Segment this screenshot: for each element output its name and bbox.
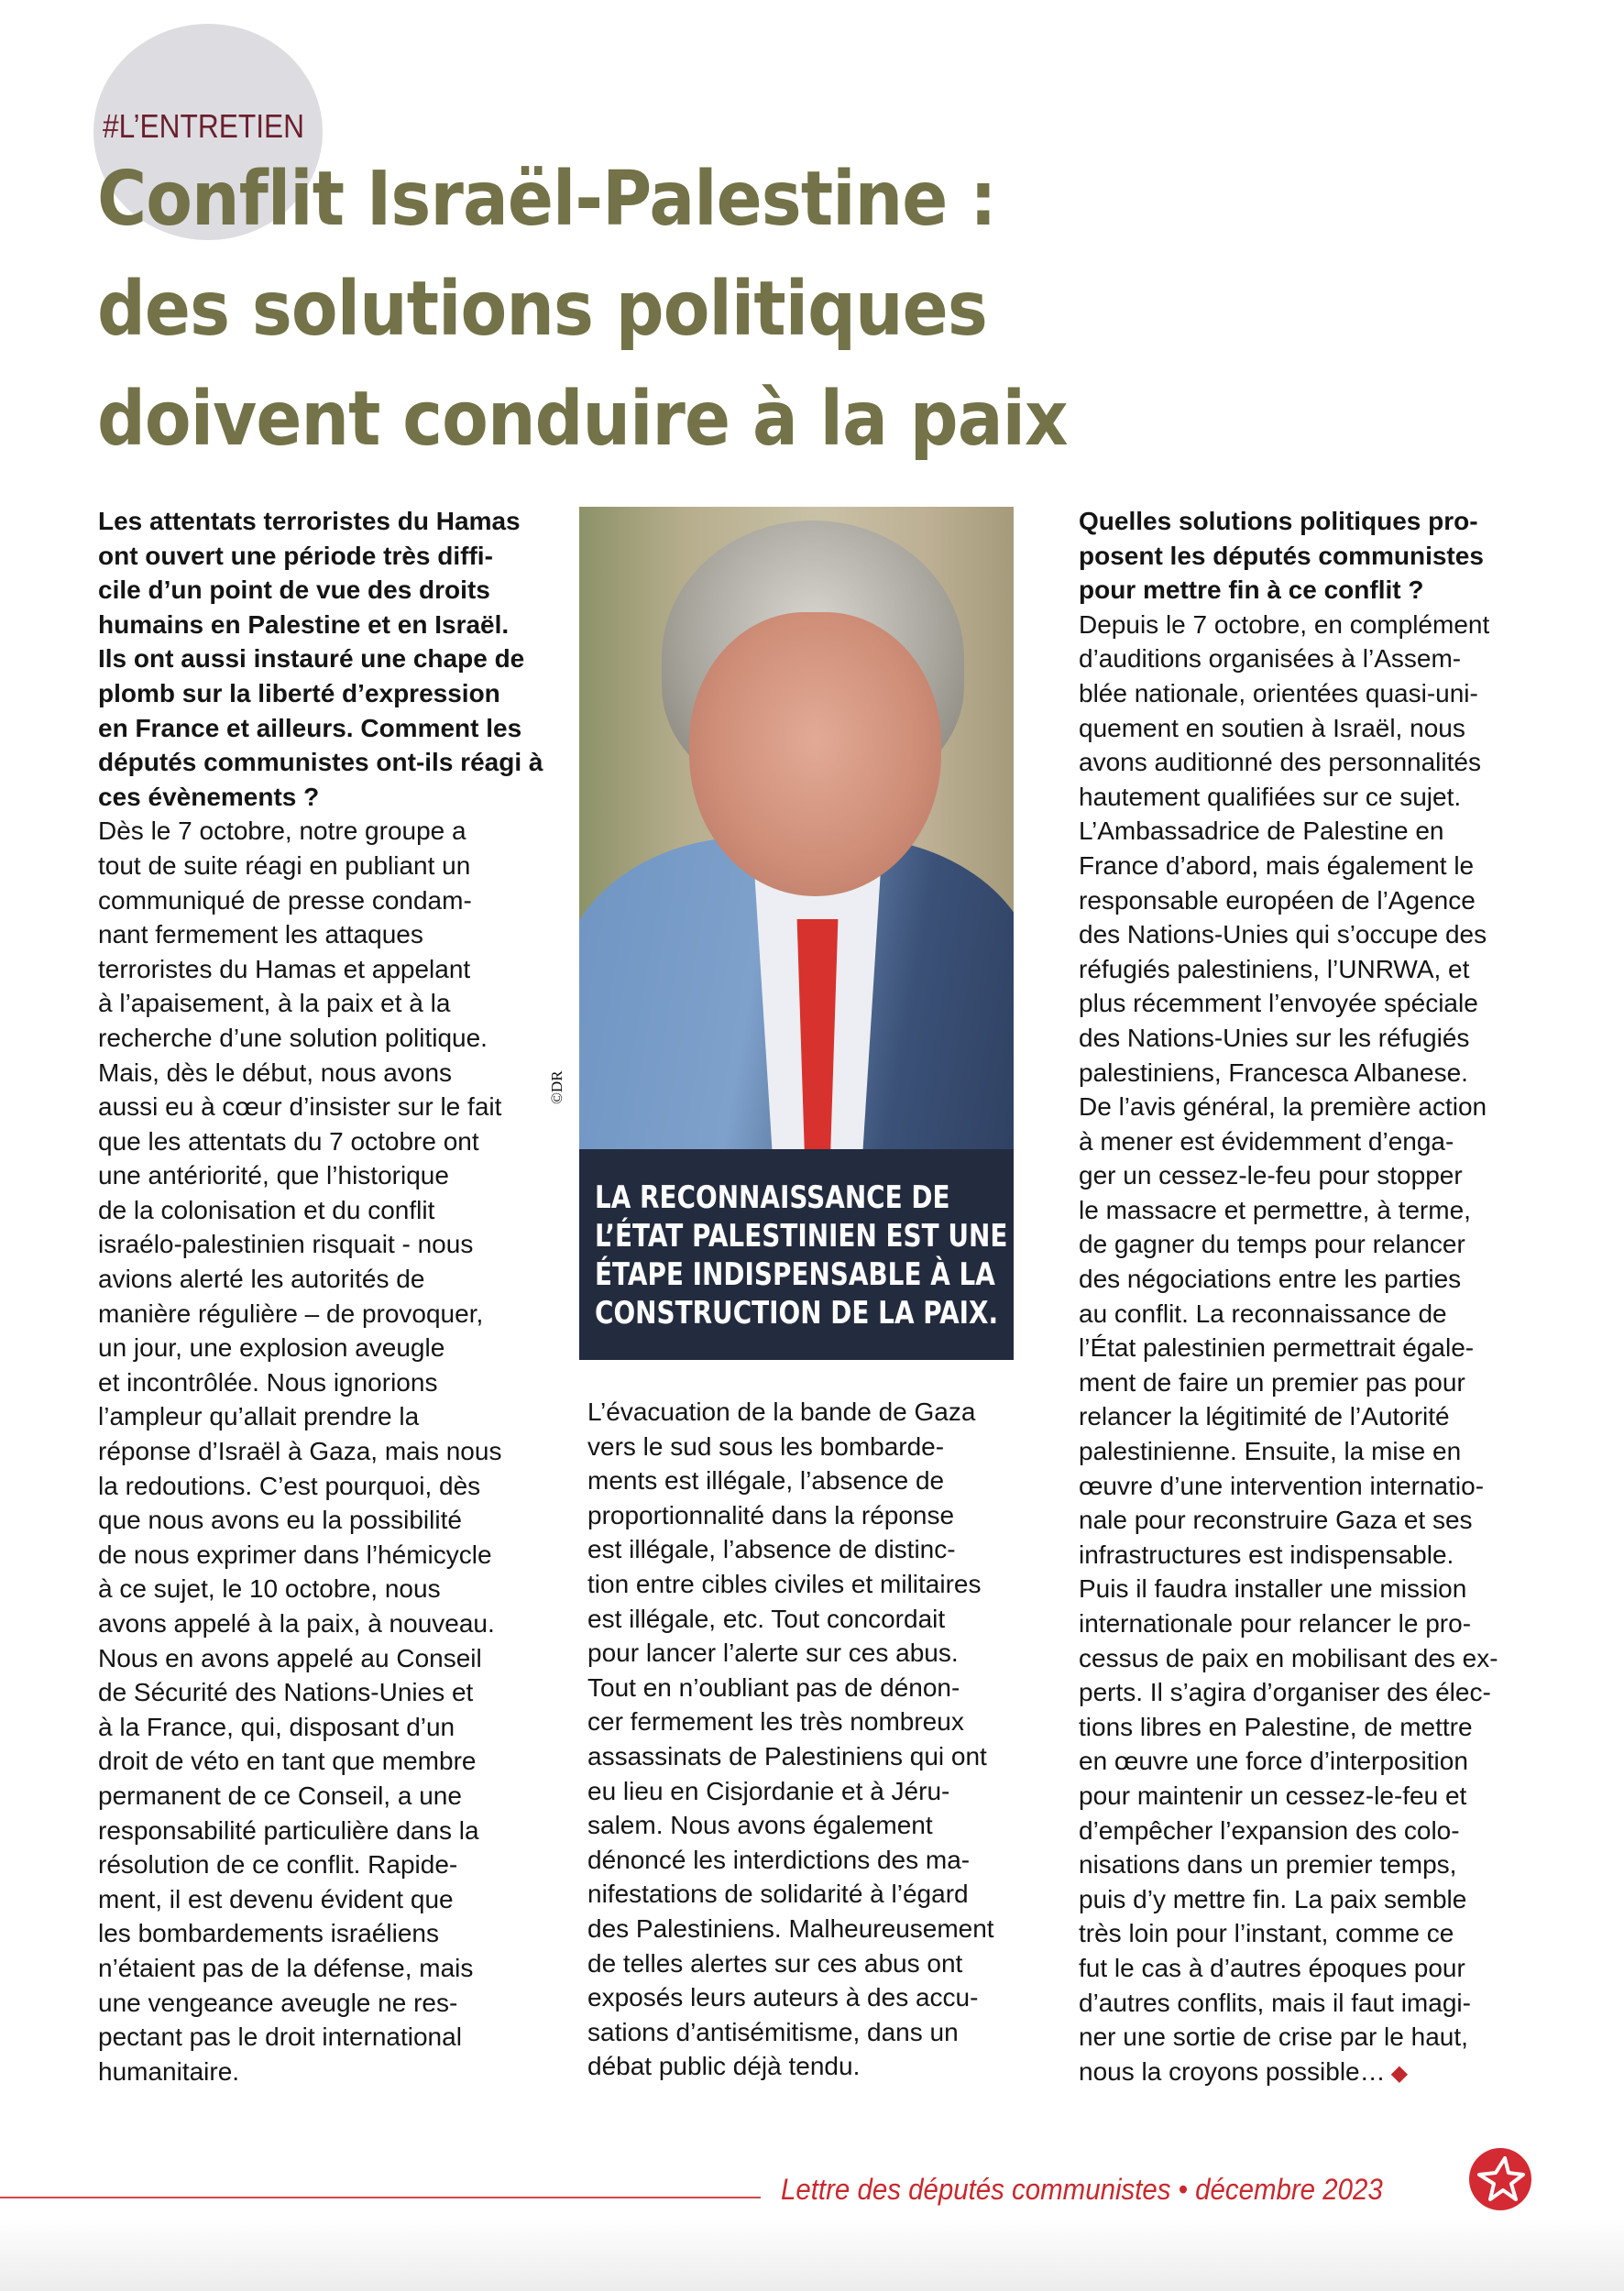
question-line: humains en Palestine et en Israël.	[98, 609, 510, 639]
body-line: dénoncé les interdictions des ma-	[587, 1845, 971, 1874]
question-line: députés communistes ont-ils réagi à	[98, 748, 543, 777]
body-line: israélo-palestinien risquait - nous	[98, 1230, 474, 1259]
body-line: responsabilité particulière dans la	[98, 1815, 479, 1845]
body-line: d’auditions organisées à l’Assem-	[1079, 644, 1462, 674]
body-line: d’autres conflits, mais il faut imagi-	[1079, 1988, 1471, 2017]
body-line: ger un cessez-le-feu pour stopper	[1079, 1161, 1463, 1190]
body-line: n’étaient pas de la défense, mais	[98, 1953, 474, 1982]
red-star-logo-icon	[1468, 2147, 1532, 2211]
body-line: Nous en avons appelé au Conseil	[98, 1643, 482, 1672]
body-line: pectant pas le droit international	[98, 2022, 462, 2052]
body-line: nisations dans un premier temps,	[1079, 1850, 1457, 1880]
body-line: Dès le 7 octobre, notre groupe a	[98, 817, 466, 846]
title-line: Conflit Israël-Palestine :	[97, 156, 996, 243]
body-line: une vengeance aveugle ne res-	[98, 1988, 458, 2017]
body-line: Depuis le 7 octobre, en complément	[1079, 609, 1490, 639]
photo-credit: ©DR	[548, 1070, 565, 1104]
photo-face	[689, 612, 941, 896]
body-line: à ce sujet, le 10 octobre, nous	[98, 1574, 441, 1604]
body-line: palestiniens, Francesca Albanese.	[1079, 1058, 1468, 1087]
body-line: manière régulière – de provoquer,	[98, 1299, 484, 1328]
column-middle	[587, 1395, 1027, 2084]
body-line: que nous avons eu la possibilité	[98, 1506, 462, 1535]
body-line: est illégale, etc. Tout concordait	[587, 1604, 946, 1633]
body-line: de telles alertes sur ces abus ont	[587, 1948, 963, 1978]
body-line: tout de suite réagi en publiant un	[98, 850, 471, 880]
body-line: et incontrôlée. Nous ignorions	[98, 1367, 438, 1397]
body-line: De l’avis général, la première action	[1079, 1092, 1487, 1122]
body-line: à l’apaisement, à la paix et à la	[98, 989, 451, 1018]
question-line: ont ouvert une période très diffi-	[98, 541, 493, 570]
pull-quote-line: CONSTRUCTION DE LA PAIX.	[595, 1295, 999, 1332]
question-line: ces évènements ?	[98, 782, 320, 811]
body-line: en œuvre une force d’interposition	[1079, 1747, 1468, 1776]
body-line: ment, il est devenu évident que	[98, 1884, 454, 1913]
body-line: le massacre et permettre, à terme,	[1079, 1195, 1471, 1224]
body-line: France d’abord, mais également le	[1079, 850, 1475, 880]
body-line: de Sécurité des Nations-Unies et	[98, 1678, 474, 1707]
question-line: Les attentats terroristes du Hamas	[98, 507, 521, 535]
body-line: avons appelé à la paix, à nouveau.	[98, 1609, 495, 1638]
section-kicker: #L’ENTRETIEN	[103, 107, 305, 145]
body-line: plus récemment l’envoyée spéciale	[1079, 989, 1478, 1018]
body-line: l’État palestinien permettrait égale-	[1079, 1333, 1475, 1363]
body-line: infrastructures est indispensable.	[1079, 1540, 1454, 1569]
end-of-article-diamond-icon: ◆	[1390, 2060, 1409, 2086]
body-line: recherche d’une solution politique.	[98, 1023, 488, 1052]
body-line: permanent de ce Conseil, a une	[98, 1781, 462, 1810]
body-line: nous la croyons possible… ◆	[1079, 2056, 1409, 2086]
body-line: de gagner du temps pour relancer	[1079, 1230, 1465, 1259]
body-line: blée nationale, orientées quasi-uni-	[1079, 678, 1478, 707]
body-line: une antériorité, que l’historique	[98, 1161, 449, 1190]
body-line: droit de véto en tant que membre	[98, 1747, 477, 1776]
body-line: salem. Nous avons également	[587, 1811, 933, 1840]
pull-quote-line: L’ÉTAT PALESTINIEN EST UNE	[595, 1218, 1008, 1255]
body-line: nale pour reconstruire Gaza et ses	[1079, 1506, 1473, 1535]
body-line: nifestations de solidarité à l’égard	[587, 1880, 969, 1909]
body-line: des Nations-Unies sur les réfugiés	[1079, 1023, 1470, 1052]
pull-quote-line: ÉTAPE INDISPENSABLE À LA	[595, 1256, 995, 1293]
body-line: pour lancer l’alerte sur ces abus.	[587, 1639, 959, 1668]
body-line: avions alerté les autorités de	[98, 1265, 425, 1294]
question-line: Quelles solutions politiques pro-	[1079, 507, 1478, 535]
body-line: sations d’antisémitisme, dans un	[587, 2017, 959, 2046]
body-line: réfugiés palestiniens, l’UNRWA, et	[1079, 954, 1470, 983]
body-line: débat public déjà tendu.	[587, 2052, 861, 2081]
body-line: communiqué de presse condam-	[98, 885, 472, 915]
body-line: l’ampleur qu’allait prendre la	[98, 1402, 420, 1431]
body-line: quement en soutien à Israël, nous	[1079, 713, 1465, 742]
body-line: avons auditionné des personnalités	[1079, 748, 1481, 777]
body-line: la redoutions. C’est pourquoi, dès	[98, 1471, 481, 1500]
body-line: perts. Il s’agira d’organiser des élec-	[1079, 1678, 1491, 1707]
body-line: L’Ambassadrice de Palestine en	[1079, 817, 1444, 846]
body-line: un jour, une explosion aveugle	[98, 1333, 445, 1363]
body-line: Tout en n’oubliant pas de dénon-	[587, 1672, 960, 1702]
body-line: aussi eu à cœur d’insister sur le fait	[98, 1092, 502, 1122]
question-line: Ils ont aussi instauré une chape de	[98, 644, 525, 674]
body-line: exposés leurs auteurs à des accu-	[587, 1983, 979, 2012]
body-line: responsable européen de l’Agence	[1079, 885, 1476, 915]
question-line: posent les députés communistes	[1079, 541, 1484, 570]
body-line: relancer la légitimité de l’Autorité	[1079, 1402, 1450, 1431]
body-line: hautement qualifiées sur ce sujet.	[1079, 782, 1462, 811]
body-line: des négociations entre les parties	[1079, 1265, 1462, 1294]
body-line: fut le cas à d’autres époques pour	[1079, 1953, 1465, 1982]
pull-quote-line: LA RECONNAISSANCE DE	[595, 1179, 950, 1216]
portrait-photo	[579, 507, 1014, 1150]
body-line: puis d’y mettre fin. La paix semble	[1079, 1884, 1467, 1913]
body-line: palestinienne. Ensuite, la mise en	[1079, 1437, 1462, 1466]
body-line: terroristes du Hamas et appelant	[98, 954, 471, 983]
body-line: est illégale, l’absence de distinc-	[587, 1535, 956, 1564]
body-line: cer fermement les très nombreux	[587, 1707, 964, 1737]
body-line: tions libres en Palestine, de mettre	[1079, 1712, 1473, 1741]
body-line: internationale pour relancer le pro-	[1079, 1609, 1472, 1638]
article-title	[97, 145, 1252, 475]
body-line: Mais, dès le début, nous avons	[98, 1058, 453, 1087]
body-line: au conflit. La reconnaissance de	[1079, 1299, 1447, 1328]
body-line: nant fermement les attaques	[98, 920, 423, 949]
body-line: ner une sortie de crise par le haut,	[1079, 2022, 1468, 2052]
body-line: réponse d’Israël à Gaza, mais nous	[98, 1437, 502, 1466]
body-line: à mener est évidemment d’enga-	[1079, 1126, 1454, 1156]
body-line: que les attentats du 7 octobre ont	[98, 1126, 479, 1156]
body-line: résolution de ce conflit. Rapide-	[98, 1850, 458, 1880]
body-line: très loin pour l’instant, comme ce	[1079, 1919, 1454, 1948]
column-right	[1079, 504, 1528, 2090]
body-line: les bombardements israéliens	[98, 1919, 439, 1948]
body-line: cessus de paix en mobilisant des ex-	[1079, 1643, 1498, 1672]
body-line: assassinats de Palestiniens qui ont	[587, 1741, 987, 1770]
footer-publication: Lettre des députés communistes • décembre 2023	[781, 2173, 1383, 2206]
body-line: pour maintenir un cessez-le-feu et	[1079, 1781, 1467, 1810]
title-line: doivent conduire à la paix	[97, 376, 1068, 463]
question-line: plomb sur la liberté d’expression	[98, 678, 500, 707]
body-line: des Palestiniens. Malheureusement	[587, 1913, 994, 1943]
body-line: des Nations-Unies qui s’occupe des	[1079, 920, 1487, 949]
question-line: en France et ailleurs. Comment les	[98, 713, 522, 742]
body-line: tion entre cibles civiles et militaires	[587, 1569, 982, 1598]
body-line: eu lieu en Cisjordanie et à Jéru-	[587, 1776, 950, 1805]
body-line: de nous exprimer dans l’hémicycle	[98, 1540, 492, 1569]
body-line: vers le sud sous les bombarde-	[587, 1431, 945, 1461]
body-line: œuvre d’une intervention internatio-	[1079, 1471, 1485, 1500]
question-line: cile d’un point de vue des droits	[98, 575, 490, 605]
body-line: d’empêcher l’expansion des colo-	[1079, 1815, 1460, 1845]
body-line: proportionnalité dans la réponse	[587, 1500, 955, 1529]
body-line: de la colonisation et du conflit	[98, 1195, 435, 1224]
question-line: pour mettre fin à ce conflit ?	[1079, 575, 1424, 605]
pull-quote	[579, 1149, 1014, 1360]
body-line: L’évacuation de la bande de Gaza	[587, 1398, 976, 1426]
body-line: Puis il faudra installer une mission	[1079, 1574, 1467, 1604]
column-left	[98, 504, 543, 2088]
footer-rule	[0, 2197, 761, 2198]
body-line: ment de faire un premier pas pour	[1079, 1367, 1465, 1397]
body-line: humanitaire.	[98, 2056, 240, 2086]
body-line: ments est illégale, l’absence de	[587, 1466, 945, 1496]
title-line: des solutions politiques	[97, 266, 987, 353]
body-line: à la France, qui, disposant d’un	[98, 1712, 455, 1741]
